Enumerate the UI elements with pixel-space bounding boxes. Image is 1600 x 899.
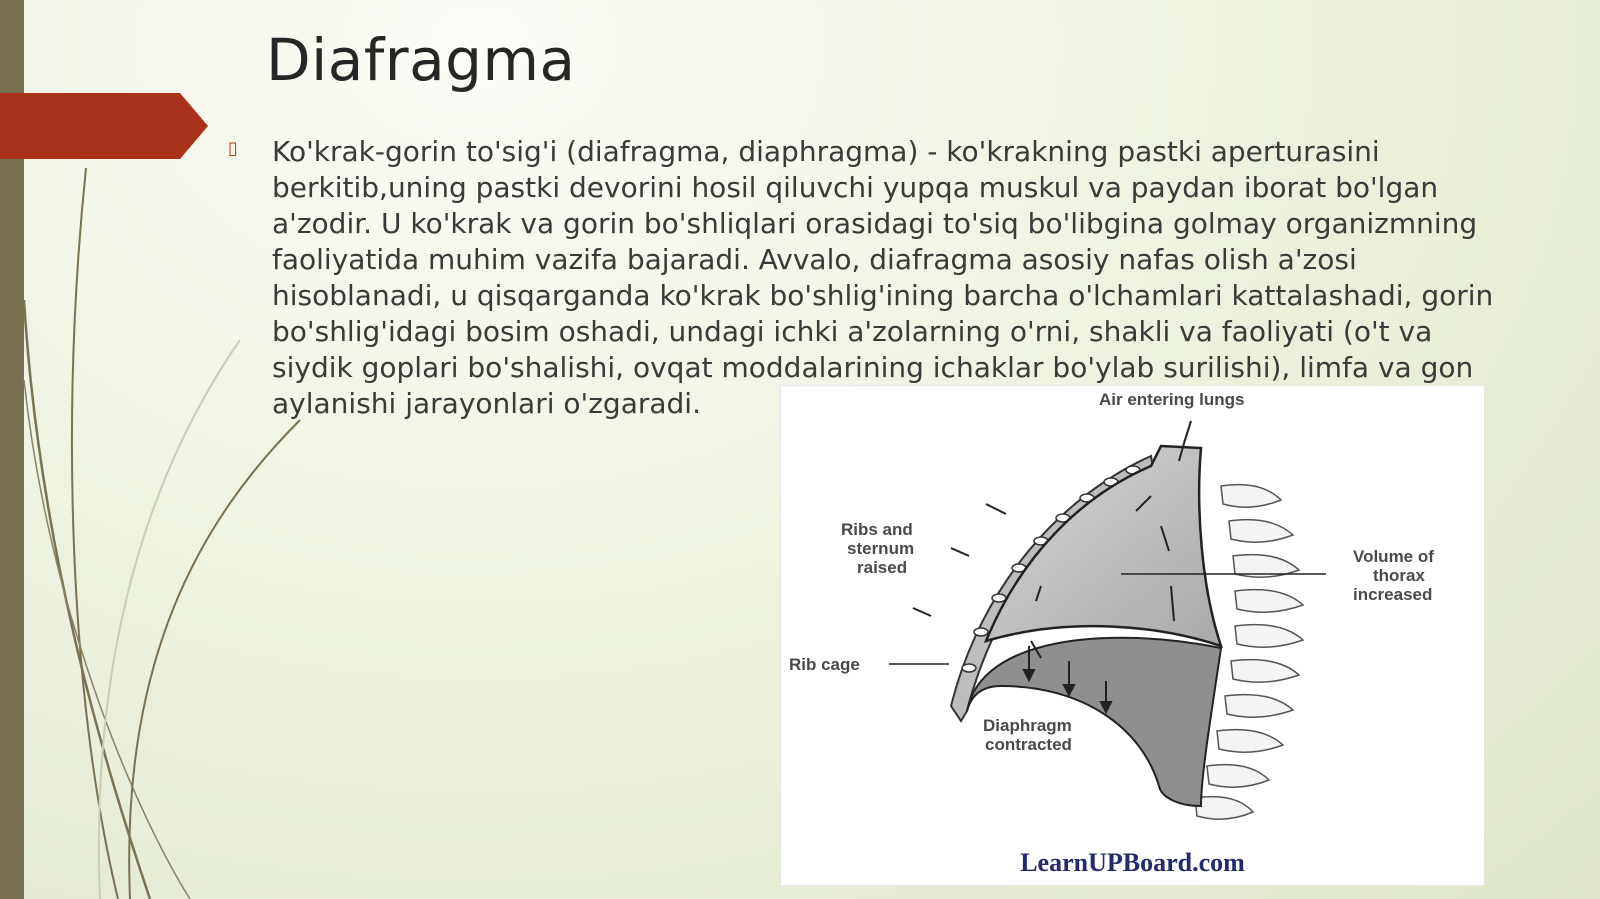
label-diaphragm-line1: Diaphragm [983, 716, 1072, 735]
square-bullet-icon: ▯ [228, 138, 238, 159]
label-diaphragm-line2: contracted [985, 735, 1072, 754]
left-accent-bar [0, 0, 24, 899]
thorax-illustration [781, 386, 1484, 885]
bullet-item [228, 134, 1518, 422]
red-arrow-banner [0, 93, 208, 159]
label-rib-cage: Rib cage [789, 655, 860, 674]
label-ribs-line3: raised [857, 558, 908, 577]
label-air-entering: Air entering lungs [1099, 390, 1245, 409]
slide-title: Diafragma [266, 26, 576, 94]
label-volume-line2: thorax [1373, 566, 1425, 585]
watermark: LearnUPBoard.com [1020, 848, 1245, 877]
label-volume-line1: Volume of [1353, 547, 1434, 566]
diaphragm-diagram [780, 385, 1485, 886]
label-ribs-line2: sternum [847, 539, 915, 558]
label-ribs-line1: Ribs and [841, 520, 913, 539]
label-volume-line3: increased [1353, 585, 1433, 604]
body-text: Ko'krak-gorin to'sig'i (diafragma, diaphragma) - ko'krakning pastki aperturasini berkitib,uning pastki devorini hosil qiluvchi yupqa muskul va paydan iborat bo'lgan a'zodir. U ko'krak va gorin bo'shliqlari orasidagi to'siq bo'libgina golmay organizmning faoliyatida muhim vazifa bajaradi. Avvalo, diafragma asosiy nafas olish a'zosi hisoblanadi, u qisqarganda ko'krak bo'shlig'ining barcha o'lchamlari kattalashadi, gorin bo'shlig'idagi bosim oshadi, undagi ichki a'zolarning o'rni, shakli va faoliyati (o't va siydik goplari bo'shalishi, ovqat moddalarining ichaklar bo'ylab surilishi), limfa va gon aylanishi jarayonlari o'zgaradi. [272, 135, 1494, 420]
